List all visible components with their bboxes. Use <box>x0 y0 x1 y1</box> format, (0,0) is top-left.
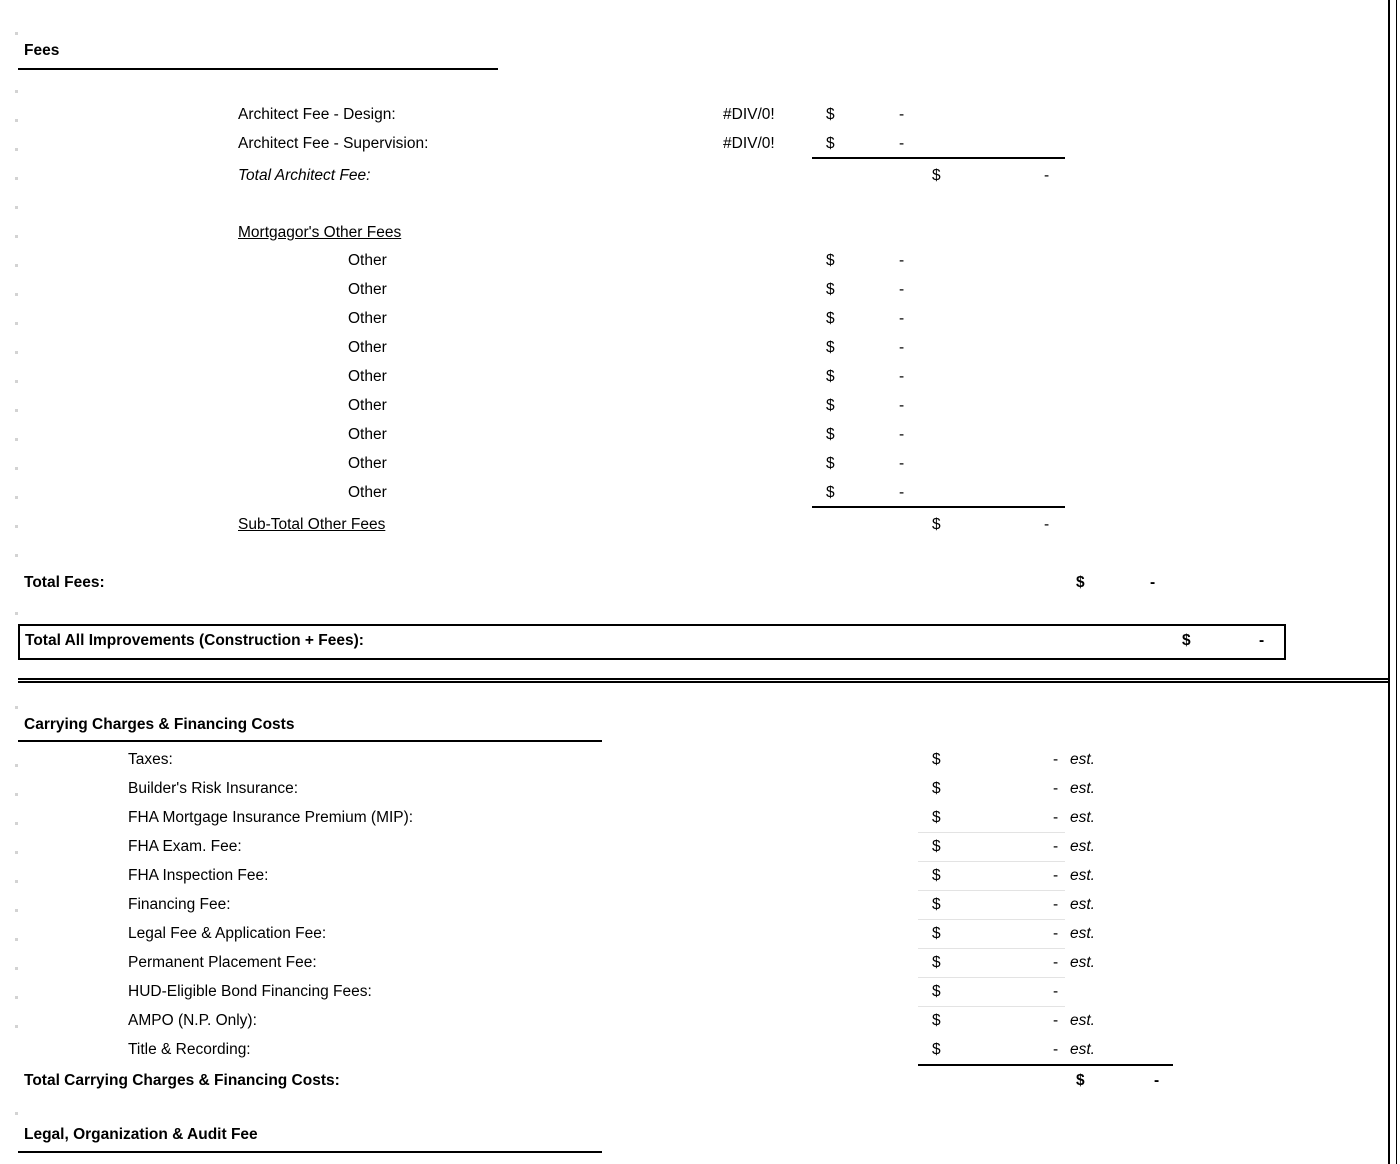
other-fee-row <box>0 478 1400 507</box>
other-fee-label: Other <box>348 368 387 385</box>
other-fee-currency: $ <box>826 310 835 327</box>
architect-design-error: #DIV/0! <box>723 106 775 123</box>
carrying-est-marker: est. <box>1070 867 1095 884</box>
other-fee-row <box>0 275 1400 304</box>
carrying-total-currency: $ <box>1076 1072 1085 1089</box>
total-fees-label: Total Fees: <box>24 574 105 591</box>
legal-heading-row <box>0 1120 1400 1149</box>
carrying-label: FHA Inspection Fee: <box>128 867 269 884</box>
other-fee-value: - <box>899 426 905 443</box>
carrying-value: - <box>1053 838 1059 855</box>
carrying-value: - <box>1053 751 1059 768</box>
other-fee-value: - <box>899 397 905 414</box>
row-gridline-tick <box>15 32 18 35</box>
other-fee-row <box>0 246 1400 275</box>
carrying-row <box>0 745 1400 774</box>
other-fees-heading-row <box>0 218 1400 247</box>
carrying-currency: $ <box>932 751 941 768</box>
row-gridline-tick <box>15 206 18 209</box>
carrying-row <box>0 977 1400 1006</box>
carrying-value: - <box>1053 954 1059 971</box>
carrying-heading-underline <box>18 740 602 742</box>
carrying-row <box>0 919 1400 948</box>
legal-organization-audit-heading: Legal, Organization & Audit Fee <box>24 1126 258 1143</box>
carrying-row <box>0 1035 1400 1064</box>
carrying-est-marker: est. <box>1070 809 1095 826</box>
other-fee-value: - <box>899 281 905 298</box>
carrying-row <box>0 1006 1400 1035</box>
carrying-currency: $ <box>932 983 941 1000</box>
carrying-currency: $ <box>932 954 941 971</box>
carrying-est-marker: est. <box>1070 780 1095 797</box>
total-all-improvements-currency: $ <box>1182 632 1191 649</box>
carrying-est-marker: est. <box>1070 751 1095 768</box>
other-fee-row <box>0 449 1400 478</box>
carrying-row <box>0 948 1400 977</box>
legal-heading-underline <box>18 1151 602 1153</box>
other-fee-row <box>0 362 1400 391</box>
section-divider <box>18 678 1388 683</box>
carrying-label: Legal Fee & Application Fee: <box>128 925 327 942</box>
other-fee-row <box>0 333 1400 362</box>
other-fee-currency: $ <box>826 397 835 414</box>
other-fee-label: Other <box>348 252 387 269</box>
other-fee-value: - <box>899 484 905 501</box>
carrying-heading-row <box>0 710 1400 739</box>
carrying-value: - <box>1053 1041 1059 1058</box>
other-fee-label: Other <box>348 455 387 472</box>
other-fee-currency: $ <box>826 368 835 385</box>
carrying-row <box>0 803 1400 832</box>
architect-supervision-value: - <box>899 135 905 152</box>
carrying-currency: $ <box>932 838 941 855</box>
carrying-currency: $ <box>932 780 941 797</box>
other-fee-currency: $ <box>826 252 835 269</box>
carrying-currency: $ <box>932 896 941 913</box>
carrying-value: - <box>1053 925 1059 942</box>
other-fee-currency: $ <box>826 484 835 501</box>
architect-supervision-label: Architect Fee - Supervision: <box>238 135 429 152</box>
carrying-total-row <box>0 1066 1400 1095</box>
carrying-est-marker: est. <box>1070 925 1095 942</box>
other-fees-subtotal-rule <box>812 506 1065 508</box>
carrying-label: Permanent Placement Fee: <box>128 954 317 971</box>
total-architect-fee-label: Total Architect Fee: <box>238 167 371 184</box>
carrying-currency: $ <box>932 867 941 884</box>
subtotal-other-fees-row <box>0 510 1400 539</box>
carrying-est-marker: est. <box>1070 896 1095 913</box>
architect-design-value: - <box>899 106 905 123</box>
carrying-label: FHA Exam. Fee: <box>128 838 242 855</box>
fees-heading-row <box>0 36 1400 65</box>
carrying-value: - <box>1053 809 1059 826</box>
other-fee-label: Other <box>348 484 387 501</box>
carrying-label: Title & Recording: <box>128 1041 251 1058</box>
architect-subtotal-rule <box>812 157 1065 159</box>
carrying-total-label: Total Carrying Charges & Financing Costs: <box>24 1072 340 1089</box>
carrying-row <box>0 832 1400 861</box>
other-fee-row <box>0 304 1400 333</box>
carrying-label: Taxes: <box>128 751 173 768</box>
carrying-value: - <box>1053 983 1059 1000</box>
other-fee-value: - <box>899 252 905 269</box>
total-fees-row <box>0 568 1400 597</box>
row-gridline-tick <box>15 612 18 615</box>
architect-design-row <box>0 100 1400 129</box>
other-fees-heading: Mortgagor's Other Fees <box>238 224 402 241</box>
architect-supervision-error: #DIV/0! <box>723 135 775 152</box>
carrying-total-value: - <box>1154 1072 1160 1089</box>
carrying-value: - <box>1053 780 1059 797</box>
other-fee-currency: $ <box>826 426 835 443</box>
carrying-label: Financing Fee: <box>128 896 231 913</box>
carrying-label: FHA Mortgage Insurance Premium (MIP): <box>128 809 414 826</box>
other-fee-value: - <box>899 339 905 356</box>
carrying-row <box>0 890 1400 919</box>
carrying-row <box>0 861 1400 890</box>
architect-supervision-currency: $ <box>826 135 835 152</box>
other-fee-value: - <box>899 455 905 472</box>
row-gridline-tick <box>15 706 18 709</box>
carrying-currency: $ <box>932 925 941 942</box>
carrying-value: - <box>1053 896 1059 913</box>
other-fee-label: Other <box>348 426 387 443</box>
subtotal-other-fees-label: Sub-Total Other Fees <box>238 516 386 533</box>
carrying-est-marker: est. <box>1070 1012 1095 1029</box>
carrying-est-marker: est. <box>1070 838 1095 855</box>
carrying-est-marker: est. <box>1070 954 1095 971</box>
carrying-currency: $ <box>932 1041 941 1058</box>
other-fee-label: Other <box>348 397 387 414</box>
total-architect-fee-currency: $ <box>932 167 941 184</box>
fees-heading-underline <box>18 68 498 70</box>
carrying-value: - <box>1053 867 1059 884</box>
carrying-row <box>0 774 1400 803</box>
architect-supervision-row <box>0 129 1400 158</box>
total-architect-fee-value: - <box>1044 167 1050 184</box>
other-fee-row <box>0 420 1400 449</box>
row-gridline-tick <box>15 1112 18 1115</box>
architect-design-currency: $ <box>826 106 835 123</box>
total-fees-currency: $ <box>1076 574 1085 591</box>
other-fee-currency: $ <box>826 339 835 356</box>
other-fee-label: Other <box>348 281 387 298</box>
other-fee-label: Other <box>348 310 387 327</box>
other-fee-currency: $ <box>826 455 835 472</box>
fees-heading: Fees <box>24 42 60 59</box>
total-architect-fee-row <box>0 161 1400 190</box>
row-gridline-tick <box>15 90 18 93</box>
carrying-label: Builder's Risk Insurance: <box>128 780 299 797</box>
carrying-label: AMPO (N.P. Only): <box>128 1012 257 1029</box>
total-fees-value: - <box>1150 574 1156 591</box>
total-all-improvements-row <box>0 626 1400 655</box>
carrying-charges-heading: Carrying Charges & Financing Costs <box>24 716 295 733</box>
other-fee-value: - <box>899 310 905 327</box>
other-fee-label: Other <box>348 339 387 356</box>
carrying-currency: $ <box>932 809 941 826</box>
carrying-est-marker: est. <box>1070 1041 1095 1058</box>
carrying-label: HUD-Eligible Bond Financing Fees: <box>128 983 372 1000</box>
subtotal-other-fees-value: - <box>1044 516 1050 533</box>
other-fee-row <box>0 391 1400 420</box>
other-fee-value: - <box>899 368 905 385</box>
subtotal-other-fees-currency: $ <box>932 516 941 533</box>
architect-design-label: Architect Fee - Design: <box>238 106 396 123</box>
other-fee-currency: $ <box>826 281 835 298</box>
total-all-improvements-label: Total All Improvements (Construction + Fees): <box>25 632 364 649</box>
carrying-value: - <box>1053 1012 1059 1029</box>
carrying-currency: $ <box>932 1012 941 1029</box>
row-gridline-tick <box>15 554 18 557</box>
total-all-improvements-value: - <box>1259 632 1265 649</box>
